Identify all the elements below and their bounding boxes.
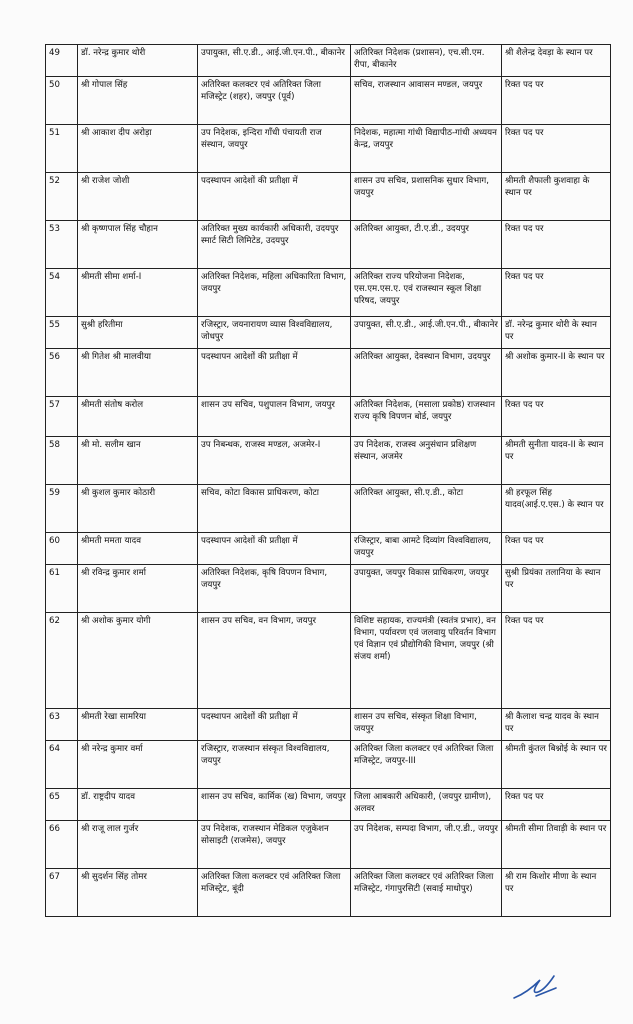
table-row — [46, 221, 611, 269]
serial-number-cell: 59 — [46, 485, 78, 533]
new-posting-cell: अतिरिक्त जिला कलक्टर एवं अतिरिक्त जिला मजिस्ट्रेट, गंगापुरसिटी (सवाई माधोपुर) — [351, 869, 502, 917]
current-posting-cell: रजिस्ट्रार, राजस्थान संस्कृत विश्वविद्यालय, जयपुर — [198, 741, 351, 789]
current-posting-cell: अतिरिक्त निदेशक, कृषि विपणन विभाग, जयपुर — [198, 565, 351, 613]
current-posting-cell: उप निदेशक, राजस्थान मेडिकल एजुकेशन सोसाइटी (राजमेस), जयपुर — [198, 821, 351, 869]
table-row — [46, 317, 611, 349]
serial-number-cell: 67 — [46, 869, 78, 917]
officer-name-cell: श्री नरेन्द्र कुमार वर्मा — [78, 741, 198, 789]
remark-cell: श्री हरफूल सिंह यादव(आई.ए.एस.) के स्थान पर — [502, 485, 611, 533]
table-row — [46, 869, 611, 917]
officer-name-cell: श्री रविन्द्र कुमार शर्मा — [78, 565, 198, 613]
transfer-table — [45, 44, 611, 917]
table-row — [46, 533, 611, 565]
table-row — [46, 821, 611, 869]
new-posting-cell: शासन उप सचिव, संस्कृत शिक्षा विभाग, जयपुर — [351, 709, 502, 741]
remark-cell: श्रीमती कुंतल बिश्नोई के स्थान पर — [502, 741, 611, 789]
new-posting-cell: विशिष्ट सहायक, राज्यमंत्री (स्वतंत्र प्रभार), वन विभाग, पर्यावरण एवं जलवायु परिवर्तन विभाग एवं विज्ञान एवं प्रौद्योगिकी विभाग, जयपुर (श्री संजय शर्मा) — [351, 613, 502, 709]
remark-cell: श्रीमती शैफाली कुशवाहा के स्थान पर — [502, 173, 611, 221]
officer-name-cell: श्री अशोक कुमार योगी — [78, 613, 198, 709]
serial-number-cell: 57 — [46, 397, 78, 437]
table-row — [46, 77, 611, 125]
officer-name-cell: सुश्री हरितीमा — [78, 317, 198, 349]
new-posting-cell: रजिस्ट्रार, बाबा आमटे दिव्यांग विश्वविद्यालय, जयपुर — [351, 533, 502, 565]
officer-name-cell: श्रीमती रेखा सामरिया — [78, 709, 198, 741]
serial-number-cell: 54 — [46, 269, 78, 317]
remark-cell: रिक्त पद पर — [502, 221, 611, 269]
serial-number-cell: 49 — [46, 45, 78, 77]
current-posting-cell: उप निबन्धक, राजस्व मण्डल, अजमेर-I — [198, 437, 351, 485]
officer-name-cell: श्री आकाश दीप अरोड़ा — [78, 125, 198, 173]
remark-cell: श्री अशोक कुमार-II के स्थान पर — [502, 349, 611, 397]
new-posting-cell: जिला आबकारी अधिकारी, (जयपुर ग्रामीण), अलवर — [351, 789, 502, 821]
serial-number-cell: 52 — [46, 173, 78, 221]
officer-name-cell: श्रीमती ममता यादव — [78, 533, 198, 565]
table-row — [46, 173, 611, 221]
transfer-table-body — [46, 45, 611, 917]
new-posting-cell: अतिरिक्त निदेशक, (मसाला प्रकोष्ठ) राजस्थान राज्य कृषि विपणन बोर्ड, जयपुर — [351, 397, 502, 437]
new-posting-cell: अतिरिक्त जिला कलक्टर एवं अतिरिक्त जिला मजिस्ट्रेट, जयपुर-III — [351, 741, 502, 789]
new-posting-cell: उप निदेशक, राजस्व अनुसंधान प्रशिक्षण संस्थान, अजमेर — [351, 437, 502, 485]
new-posting-cell: सचिव, राजस्थान आवासन मण्डल, जयपुर — [351, 77, 502, 125]
new-posting-cell: अतिरिक्त निदेशक (प्रशासन), एच.सी.एम. रीपा, बीकानेर — [351, 45, 502, 77]
current-posting-cell: शासन उप सचिव, पशुपालन विभाग, जयपुर — [198, 397, 351, 437]
table-row — [46, 349, 611, 397]
serial-number-cell: 63 — [46, 709, 78, 741]
new-posting-cell: निदेशक, महात्मा गांधी विद्यापीठ-गांधी अध्ययन केन्द्र, जयपुर — [351, 125, 502, 173]
officer-name-cell: श्री राजेश जोशी — [78, 173, 198, 221]
table-row — [46, 397, 611, 437]
officer-name-cell: डॉ. राष्ट्रदीप यादव — [78, 789, 198, 821]
current-posting-cell: पदस्थापन आदेशों की प्रतीक्षा में — [198, 349, 351, 397]
new-posting-cell: उप निदेशक, सम्पदा विभाग, जी.ए.डी., जयपुर — [351, 821, 502, 869]
officer-name-cell: श्री गोपाल सिंह — [78, 77, 198, 125]
serial-number-cell: 56 — [46, 349, 78, 397]
table-row — [46, 125, 611, 173]
current-posting-cell: उपायुक्त, सी.ए.डी., आई.जी.एन.पी., बीकानेर — [198, 45, 351, 77]
remark-cell: श्री राम किशोर मीणा के स्थान पर — [502, 869, 611, 917]
remark-cell: श्रीमती सीमा तिवाड़ी के स्थान पर — [502, 821, 611, 869]
officer-name-cell: श्रीमती सीमा शर्मा-I — [78, 269, 198, 317]
current-posting-cell: पदस्थापन आदेशों की प्रतीक्षा में — [198, 173, 351, 221]
table-row — [46, 437, 611, 485]
officer-name-cell: श्री कुशल कुमार कोठारी — [78, 485, 198, 533]
serial-number-cell: 55 — [46, 317, 78, 349]
remark-cell: रिक्त पद पर — [502, 613, 611, 709]
remark-cell: रिक्त पद पर — [502, 269, 611, 317]
remark-cell: रिक्त पद पर — [502, 125, 611, 173]
new-posting-cell: अतिरिक्त राज्य परियोजना निदेशक, एस.एम.एस.ए. एवं राजस्थान स्कूल शिक्षा परिषद, जयपुर — [351, 269, 502, 317]
new-posting-cell: अतिरिक्त आयुक्त, देवस्थान विभाग, उदयपुर — [351, 349, 502, 397]
remark-cell: रिक्त पद पर — [502, 789, 611, 821]
current-posting-cell: अतिरिक्त निदेशक, महिला अधिकारिता विभाग, जयपुर — [198, 269, 351, 317]
officer-name-cell: श्री राजू लाल गुर्जर — [78, 821, 198, 869]
serial-number-cell: 58 — [46, 437, 78, 485]
officer-name-cell: डॉ. नरेन्द्र कुमार थोरी — [78, 45, 198, 77]
new-posting-cell: अतिरिक्त आयुक्त, सी.ए.डी., कोटा — [351, 485, 502, 533]
new-posting-cell: शासन उप सचिव, प्रशासनिक सुधार विभाग, जयपुर — [351, 173, 502, 221]
remark-cell: रिक्त पद पर — [502, 77, 611, 125]
serial-number-cell: 62 — [46, 613, 78, 709]
remark-cell: श्री शैलेन्द्र देवड़ा के स्थान पर — [502, 45, 611, 77]
serial-number-cell: 66 — [46, 821, 78, 869]
remark-cell: श्री कैलाश चन्द्र यादव के स्थान पर — [502, 709, 611, 741]
table-row — [46, 485, 611, 533]
new-posting-cell: अतिरिक्त आयुक्त, टी.ए.डी., उदयपुर — [351, 221, 502, 269]
remark-cell: डॉ. नरेन्द्र कुमार थोरी के स्थान पर — [502, 317, 611, 349]
officer-name-cell: श्री मो. सलीम खान — [78, 437, 198, 485]
remark-cell: रिक्त पद पर — [502, 397, 611, 437]
serial-number-cell: 64 — [46, 741, 78, 789]
signature-mark — [510, 968, 560, 1004]
table-row — [46, 565, 611, 613]
new-posting-cell: उपायुक्त, जयपुर विकास प्राधिकरण, जयपुर — [351, 565, 502, 613]
current-posting-cell: शासन उप सचिव, वन विभाग, जयपुर — [198, 613, 351, 709]
officer-name-cell: श्री कृष्णपाल सिंह चौहान — [78, 221, 198, 269]
serial-number-cell: 61 — [46, 565, 78, 613]
serial-number-cell: 60 — [46, 533, 78, 565]
current-posting-cell: शासन उप सचिव, कार्मिक (ख) विभाग, जयपुर — [198, 789, 351, 821]
table-row — [46, 789, 611, 821]
officer-name-cell: श्रीमती संतोष करोल — [78, 397, 198, 437]
table-row — [46, 613, 611, 709]
serial-number-cell: 51 — [46, 125, 78, 173]
current-posting-cell: अतिरिक्त कलक्टर एवं अतिरिक्त जिला मजिस्ट्रेट (शहर), जयपुर (पूर्व) — [198, 77, 351, 125]
current-posting-cell: सचिव, कोटा विकास प्राधिकरण, कोटा — [198, 485, 351, 533]
remark-cell: रिक्त पद पर — [502, 533, 611, 565]
current-posting-cell: उप निदेशक, इन्दिरा गाँधी पंचायती राज संस्थान, जयपुर — [198, 125, 351, 173]
remark-cell: श्रीमती सुनीता यादव-II के स्थान पर — [502, 437, 611, 485]
current-posting-cell: अतिरिक्त जिला कलक्टर एवं अतिरिक्त जिला मजिस्ट्रेट, बूंदी — [198, 869, 351, 917]
officer-name-cell: श्री सुदर्शन सिंह तोमर — [78, 869, 198, 917]
new-posting-cell: उपायुक्त, सी.ए.डी., आई.जी.एन.पी., बीकानेर — [351, 317, 502, 349]
table-row — [46, 45, 611, 77]
table-row — [46, 269, 611, 317]
table-row — [46, 709, 611, 741]
serial-number-cell: 53 — [46, 221, 78, 269]
table-row — [46, 741, 611, 789]
remark-cell: सुश्री प्रियंका तलानिया के स्थान पर — [502, 565, 611, 613]
serial-number-cell: 50 — [46, 77, 78, 125]
current-posting-cell: पदस्थापन आदेशों की प्रतीक्षा में — [198, 709, 351, 741]
current-posting-cell: पदस्थापन आदेशों की प्रतीक्षा में — [198, 533, 351, 565]
current-posting-cell: रजिस्ट्रार, जयनारायण व्यास विश्वविद्यालय, जोधपुर — [198, 317, 351, 349]
officer-name-cell: श्री गितेश श्री मालवीया — [78, 349, 198, 397]
current-posting-cell: अतिरिक्त मुख्य कार्यकारी अधिकारी, उदयपुर स्मार्ट सिटी लिमिटेड, उदयपुर — [198, 221, 351, 269]
serial-number-cell: 65 — [46, 789, 78, 821]
